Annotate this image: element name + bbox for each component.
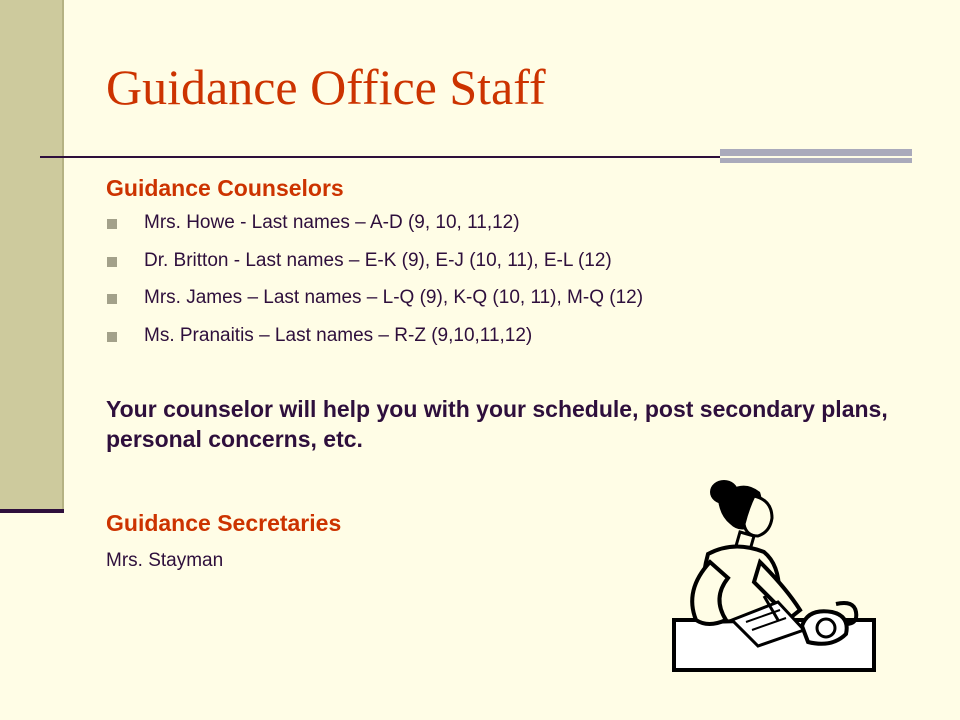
list-item (106, 212, 643, 250)
square-bullet-icon (107, 257, 117, 267)
counselor-list (106, 212, 643, 362)
list-item (106, 325, 643, 363)
sidebar-band (0, 0, 64, 512)
title-rule-accent-bottom (720, 158, 912, 163)
title-rule (40, 156, 720, 158)
counselor-entry: Dr. Britton - Last names – E-K (9), E-J (10, 11), E-L (12) (144, 249, 612, 271)
sidebar-divider (0, 509, 64, 513)
square-bullet-icon (107, 332, 117, 342)
square-bullet-icon (107, 219, 117, 229)
slide-title: Guidance Office Staff (106, 59, 546, 115)
counselor-entry: Ms. Pranaitis – Last names – R-Z (9,10,11,12) (144, 324, 533, 346)
counselors-heading: Guidance Counselors (106, 175, 344, 201)
secretary-name: Mrs. Stayman (106, 550, 224, 571)
square-bullet-icon (107, 294, 117, 304)
list-item (106, 287, 643, 325)
counselor-entry: Mrs. Howe - Last names – A-D (9, 10, 11,12) (144, 212, 520, 233)
woman-writing-at-desk-icon (668, 470, 878, 674)
secretaries-heading: Guidance Secretaries (106, 510, 342, 536)
list-item (106, 250, 643, 288)
counselor-entry: Mrs. James – Last names – L-Q (9), K-Q (10, 11), M-Q (12) (144, 287, 644, 308)
counselor-help-note: Your counselor will help you with your schedule, post secondary plans, personal concerns, etc. (106, 396, 888, 452)
title-rule-accent-top (720, 149, 912, 156)
